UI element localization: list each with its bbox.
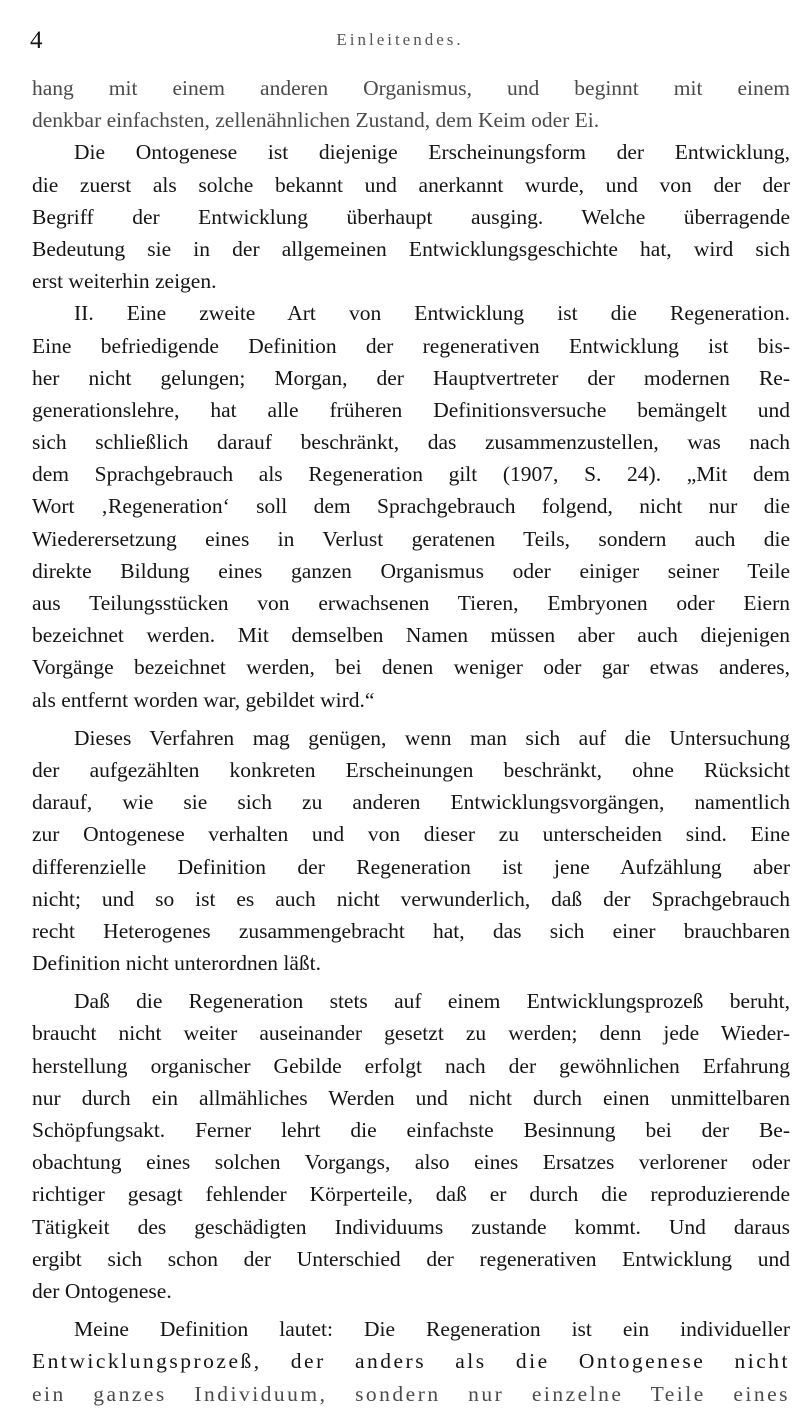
text-line: ergibt sich schon der Unterschied der regenerativen Entwicklung und	[32, 1246, 790, 1271]
definition-line: Entwicklungsprozeß, der anders als die Ontogenese nicht	[32, 1349, 790, 1374]
text-line: Eine befriedigende Definition der regenerativen Entwicklung ist bis-	[32, 333, 790, 358]
text-line: Schöpfungsakt. Ferner lehrt die einfachste Besinnung bei der Be-	[32, 1118, 790, 1142]
text-line: bezeichnet werden. Mit demselben Namen müssen aber auch diejenigen	[32, 623, 790, 648]
page-body	[32, 72, 790, 1410]
text-line: generationslehre, hat alle früheren Definitionsversuche bemängelt und	[32, 397, 790, 422]
text-line: erst weiterhin zeigen.	[32, 269, 217, 294]
text-line: Wort ‚Regeneration‘ soll dem Sprachgebrauch folgend, nicht nur die	[32, 494, 790, 519]
text-line: nicht; und so ist es auch nicht verwunderlich, daß der Sprachgebrauch	[32, 886, 790, 911]
text-line: Daß die Regeneration stets auf einem Entwicklungsprozeß beruht,	[74, 989, 790, 1014]
page-header	[0, 22, 800, 58]
running-head: Einleitendes.	[336, 30, 464, 49]
text-line: differenzielle Definition der Regeneration ist jene Aufzählung aber	[32, 854, 790, 879]
text-line: hang mit einem anderen Organismus, und beginnt mit einem	[32, 76, 790, 100]
text-line: als entfernt worden war, gebildet wird.“	[32, 687, 375, 712]
definition-line: ein ganzes Individuum, sondern nur einzelne Teile eines	[32, 1381, 790, 1406]
text-line: denkbar einfachsten, zellenähnlichen Zustand, dem Keim oder Ei.	[32, 108, 600, 133]
text-line: her nicht gelungen; Morgan, der Hauptvertreter der modernen Re-	[32, 365, 790, 390]
text-line: aus Teilungsstücken von erwachsenen Tieren, Embryonen oder Eiern	[32, 591, 790, 615]
text-line: direkte Bildung eines ganzen Organismus oder einiger seiner Teile	[32, 558, 790, 583]
text-line: obachtung eines solchen Vorgangs, also eines Ersatzes verlorener oder	[32, 1150, 790, 1175]
page-number: 4	[30, 27, 44, 54]
text-line: der aufgezählten konkreten Erscheinungen beschränkt, ohne Rücksicht	[32, 757, 790, 782]
text-line: herstellung organischer Gebilde erfolgt nach der gewöhnlichen Erfahrung	[32, 1053, 790, 1078]
text-line: Vorgänge bezeichnet werden, bei denen weniger oder gar etwas anderes,	[32, 655, 790, 680]
text-line: Bedeutung sie in der allgemeinen Entwicklungsgeschichte hat, wird sich	[32, 236, 790, 261]
text-line: der Ontogenese.	[32, 1278, 172, 1303]
text-line: darauf, wie sie sich zu anderen Entwicklungsvorgängen, namentlich	[32, 790, 790, 815]
text-line: Dieses Verfahren mag genügen, wenn man sich auf die Untersuchung	[74, 725, 790, 750]
definition-line: Meine Definition lautet: Die Regeneration ist ein individueller	[74, 1317, 790, 1342]
text-line: Die Ontogenese ist diejenige Erscheinungsform der Entwicklung,	[74, 140, 790, 165]
text-line: die zuerst als solche bekannt und anerkannt wurde, und von der der	[32, 172, 790, 197]
text-line: nur durch ein allmähliches Werden und nicht durch einen unmittelbaren	[32, 1085, 790, 1110]
text-line: Tätigkeit des geschädigten Individuums zustande kommt. Und daraus	[32, 1214, 790, 1239]
text-line: zur Ontogenese verhalten und von dieser zu unterscheiden sind. Eine	[32, 822, 790, 847]
text-line: sich schließlich darauf beschränkt, das zusammenzustellen, was nach	[32, 430, 790, 455]
text-line: richtiger gesagt fehlender Körperteile, daß er durch die reproduzierende	[32, 1182, 790, 1207]
section-heading-line: II. Eine zweite Art von Entwicklung ist die Regeneration.	[74, 301, 790, 326]
text-line: Begriff der Entwicklung überhaupt ausging. Welche überragende	[32, 204, 790, 229]
text-line: Wiederersetzung eines in Verlust geratenen Teils, sondern auch die	[32, 526, 790, 551]
text-line: dem Sprachgebrauch als Regeneration gilt (1907, S. 24). „Mit dem	[32, 462, 790, 487]
text-line: recht Heterogenes zusammengebracht hat, das sich einer brauchbaren	[32, 918, 790, 943]
text-line: braucht nicht weiter auseinander gesetzt zu werden; denn jede Wieder-	[32, 1021, 790, 1046]
text-line: Definition nicht unterordnen läßt.	[32, 951, 321, 976]
